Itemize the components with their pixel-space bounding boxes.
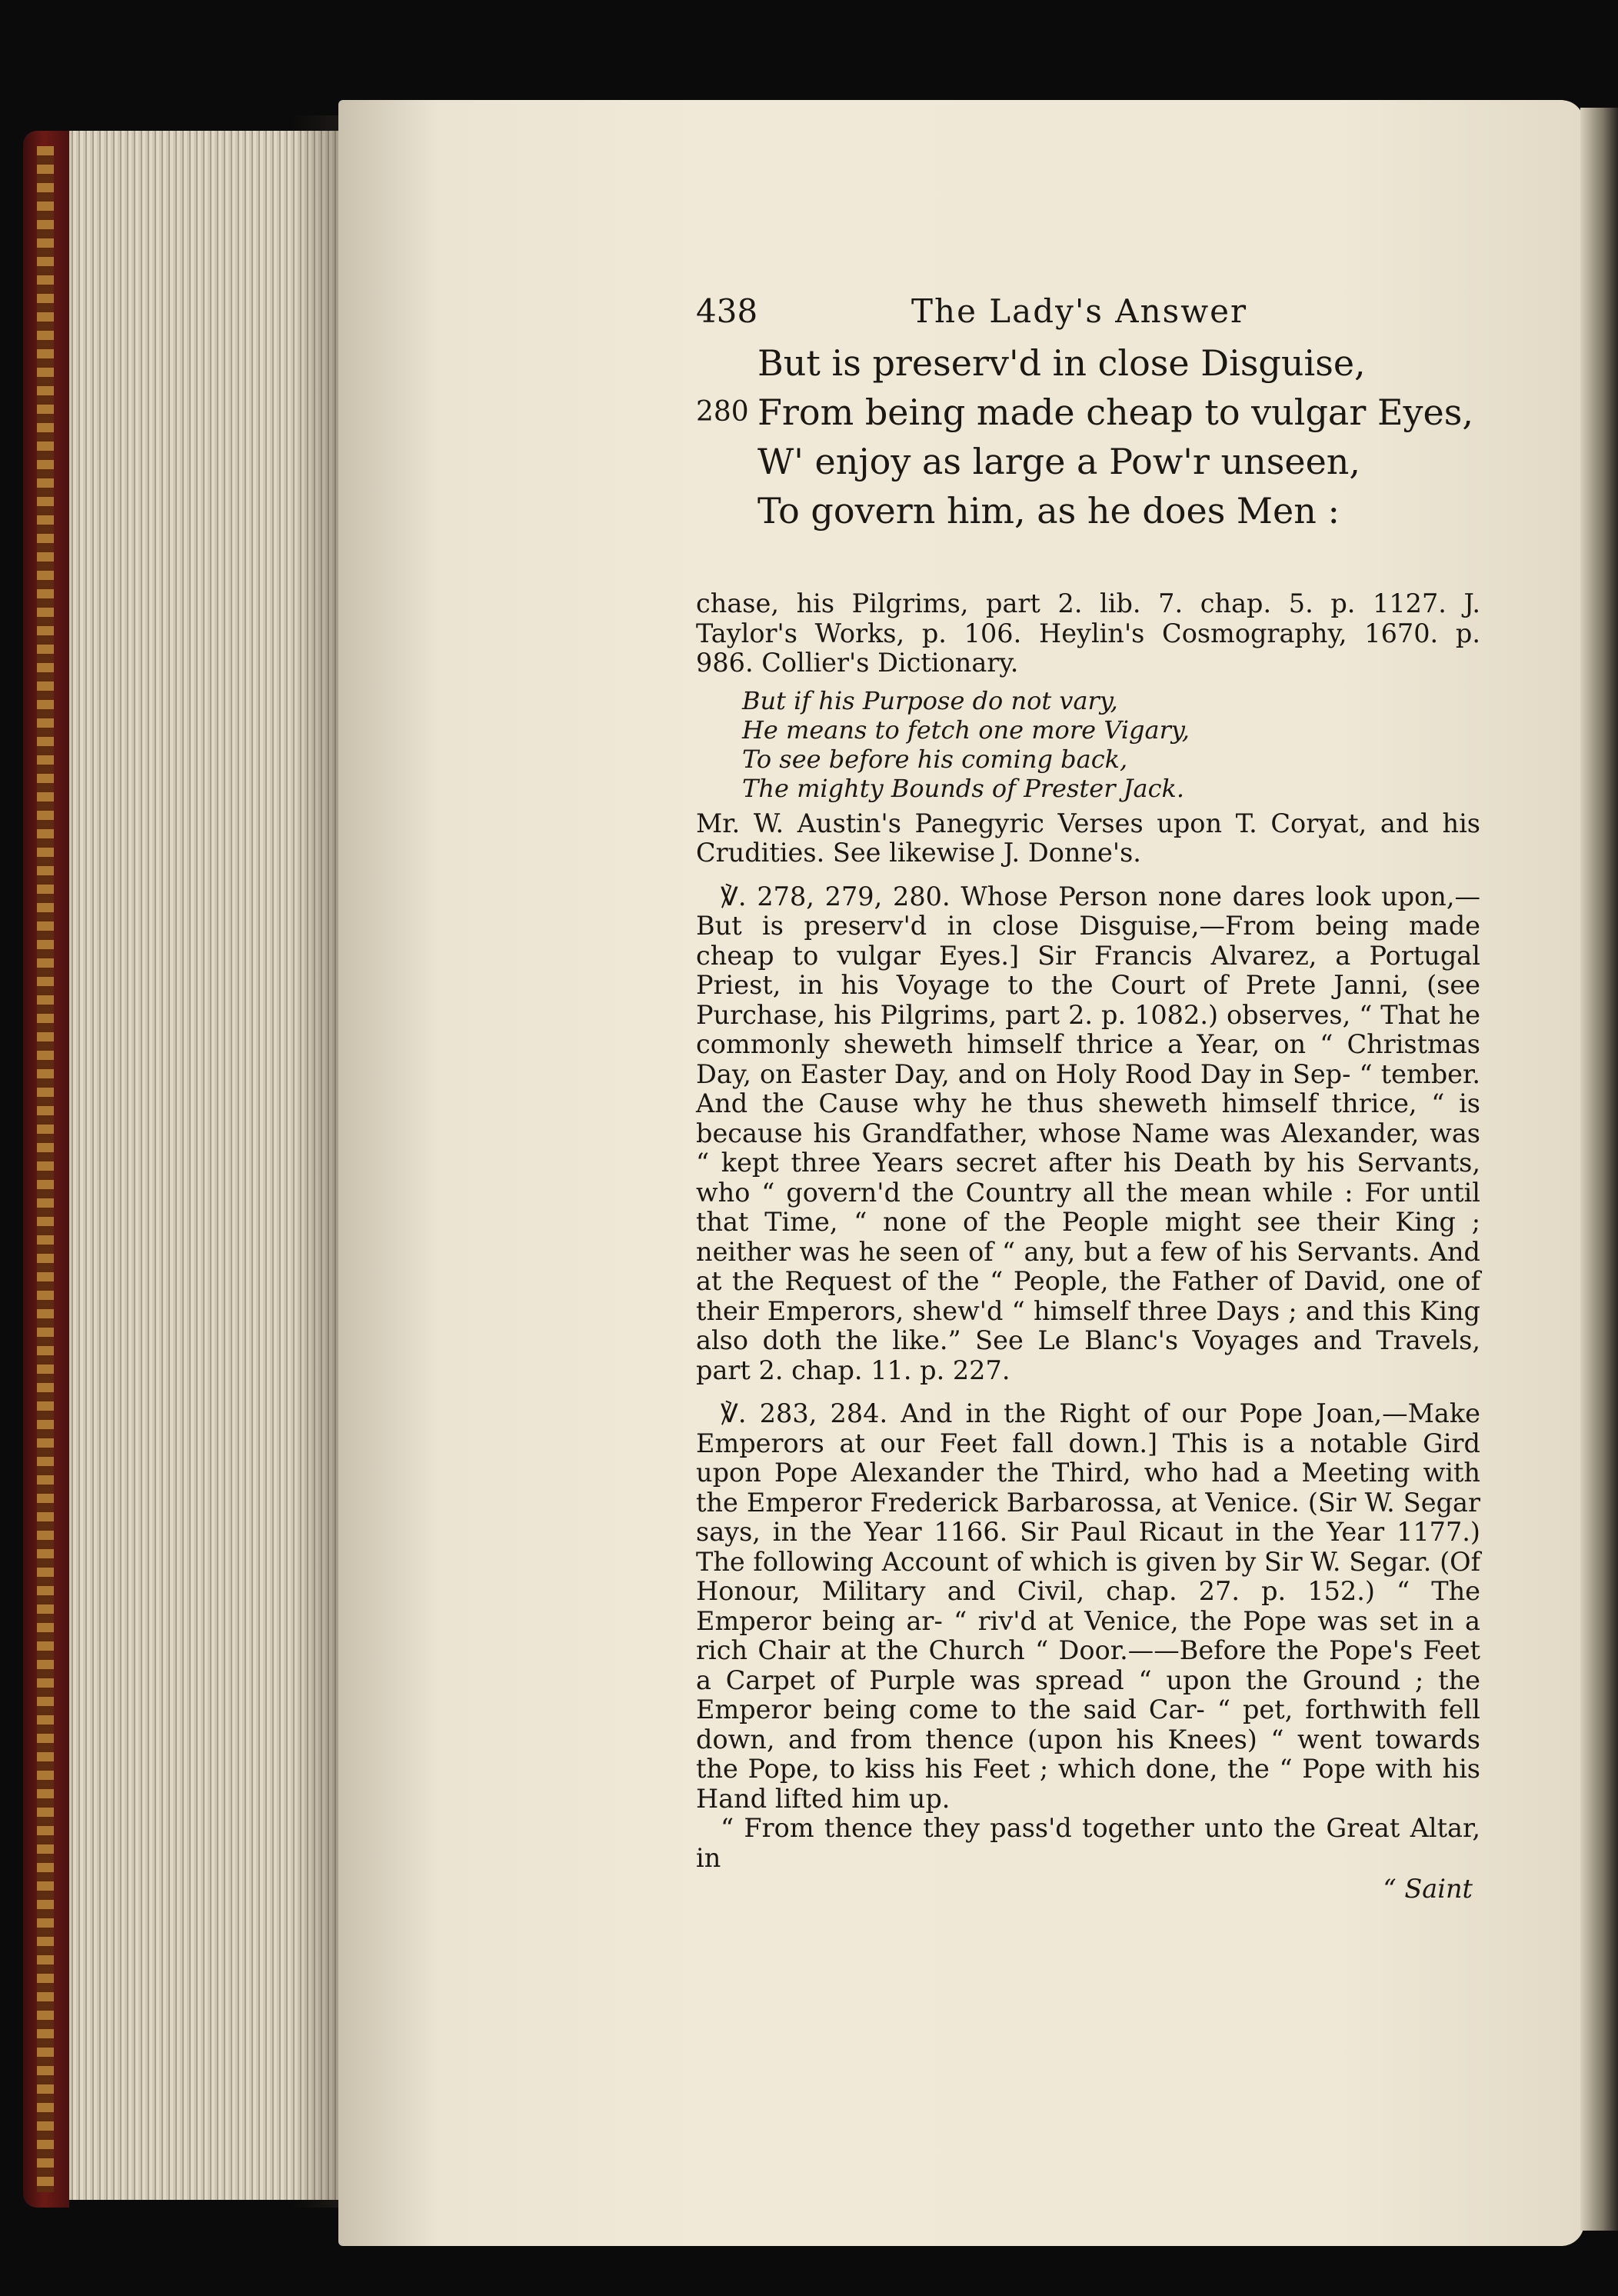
- note-paragraph: Mr. W. Austin's Panegyric Verses upon T. Coryat, and his Crudities. See likewise J. Donne's.: [696, 808, 1480, 868]
- verse-block: [696, 338, 1480, 535]
- verse-line: [696, 486, 1480, 535]
- note-paragraph: ℣. 278, 279, 280. Whose Person none dares look upon,—But is preserv'd in close Disguise,—From being made cheap to vulgar Eyes.] Sir Francis Alvarez, a Portugal Priest, in his Voyage to the Court of Prete Janni, (see Purchase, his Pilgrims, part 2. p. 1082.) observes, “ That he commonly sheweth himself thrice a Year, on “ Christmas Day, on Easter Day, and on Holy Rood Day in Sep- “ tember. And the Cause why he thus sheweth himself thrice, “ is because his Grandfather, whose Name was Alexander, was “ kept three Years secret after his Death by his Servants, who “ govern'd the Country all the mean while : For until that Time, “ none of the People might see their King ; neither was he seen of “ any, but a few of his Servants. And at the Request of the “ People, the Father of David, one of their Emperors, shew'd “ himself three Days ; and this King also doth the like.” See Le Blanc's Voyages and Travels, part 2. chap. 11. p. 227.: [696, 881, 1480, 1385]
- quote-line: The mighty Bounds of Prester Jack.: [742, 773, 1185, 803]
- page-number: 438: [696, 292, 758, 330]
- note-paragraph: chase, his Pilgrims, part 2. lib. 7. chap. 5. p. 1127. J. Taylor's Works, p. 106. Heylin's Cosmography, 1670. p. 986. Collier's Dictionary.: [696, 588, 1480, 678]
- page-text-block: [696, 292, 1480, 1904]
- verse-text: To govern him, as he does Men :: [757, 490, 1340, 532]
- quote-line: To see before his coming back,: [742, 744, 1128, 774]
- quote-line: But if his Purpose do not vary,: [742, 685, 1118, 715]
- running-header: [696, 292, 1480, 338]
- note-paragraph: ℣. 283, 284. And in the Right of our Pope Joan,—Make Emperors at our Feet fall down.] This is a notable Gird upon Pope Alexander the Third, who had a Meeting with the Emperor Frederick Barbarossa, at Venice. (Sir W. Segar says, in the Year 1166. Sir Paul Ricaut in the Year 1177.) The following Account of which is given by Sir W. Segar. (Of Honour, Military and Civil, chap. 27. p. 152.) “ The Emperor being ar- “ riv'd at Venice, the Pope was set in a rich Chair at the Church “ Door.——Before the Pope's Feet a Carpet of Purple was spread “ upon the Ground ; the Emperor being come to the said Car- “ pet, forthwith fell down, and from thence (upon his Knees) “ went towards the Pope, to kiss his Feet ; which done, the “ Pope with his Hand lifted him up.: [696, 1398, 1480, 1814]
- verse-line: [696, 437, 1480, 486]
- note-paragraph: “ From thence they pass'd together unto the Great Altar, in: [696, 1813, 1480, 1873]
- facing-page-edge: [1580, 108, 1618, 2231]
- book-binding: [23, 131, 69, 2208]
- catchword: “ Saint: [1383, 1874, 1473, 1904]
- verse-line: [696, 338, 1480, 388]
- line-number: 280: [696, 396, 749, 428]
- quote-line: He means to fetch one more Vigary,: [742, 715, 1190, 745]
- verse-line: [696, 388, 1480, 437]
- gilt-edge-decoration: [37, 146, 54, 2192]
- verse-text: But is preserv'd in close Disguise,: [757, 342, 1366, 384]
- running-title: The Lady's Answer: [911, 292, 1248, 330]
- verse-text: W' enjoy as large a Pow'r unseen,: [757, 441, 1361, 482]
- verse-text: From being made cheap to vulgar Eyes,: [757, 392, 1473, 433]
- annotation-notes: [696, 589, 1480, 1904]
- quoted-verse: [696, 686, 1480, 803]
